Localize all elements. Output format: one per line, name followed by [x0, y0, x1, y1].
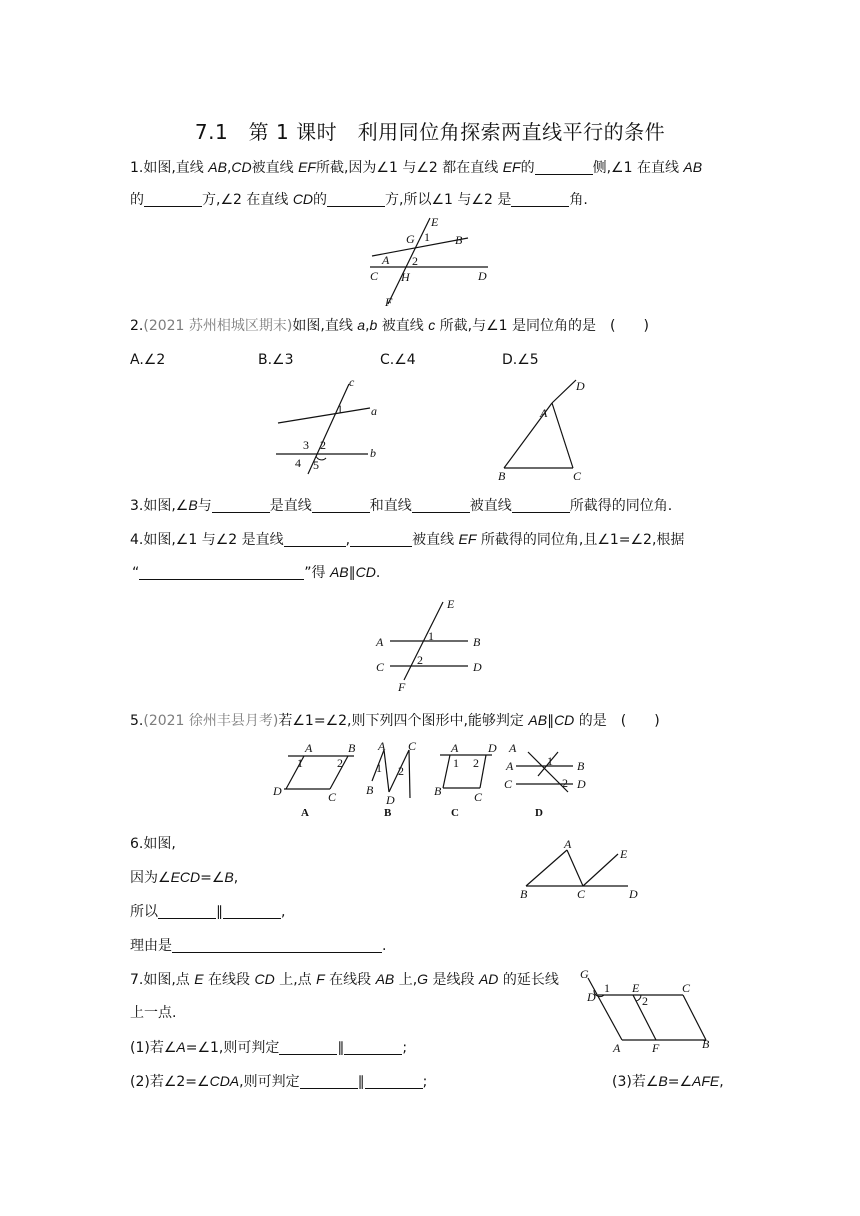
q6-line3	[130, 903, 285, 921]
q4-ab: AB	[329, 564, 349, 580]
q6-line1: 6.如图,	[130, 836, 176, 852]
q1-text: 角.	[569, 192, 588, 208]
q6-text: ,	[281, 904, 286, 920]
q7-text: ,	[719, 1074, 724, 1090]
label-b: B	[498, 469, 506, 483]
q2-option-a[interactable]: A.∠2	[130, 352, 166, 368]
answer-blank[interactable]	[412, 498, 470, 513]
q4-figure	[370, 594, 500, 694]
q2-figure-triangle	[490, 376, 600, 486]
caption-b: B	[384, 807, 392, 819]
label-angle-1: 1	[453, 756, 459, 770]
q1-ab: AB	[208, 159, 227, 175]
q5-option-d-diagram[interactable]	[504, 741, 586, 819]
label-a: A	[506, 759, 514, 773]
q7-b: B	[658, 1073, 668, 1089]
q4-text: 4.如图,∠1 与∠2 是直线	[130, 532, 284, 548]
q4-line2	[132, 563, 380, 582]
q1-text: 所截,因为∠1 与∠2 都在直线	[315, 160, 503, 176]
q1-text: 方,∠2 在直线	[202, 192, 293, 208]
q7-part1	[130, 1038, 407, 1057]
q3-text: 和直线	[369, 498, 412, 514]
q7-ab: AB	[375, 971, 395, 987]
answer-blank[interactable]	[284, 532, 346, 547]
q7-text: 上,点	[274, 972, 317, 988]
q7-text: =∠	[667, 1074, 693, 1090]
label-angle-2: 2	[642, 994, 648, 1008]
q2-figure-lines	[270, 376, 390, 476]
q2-a: a	[357, 317, 366, 333]
q2-b: b	[369, 317, 378, 333]
label-angle-2: 2	[320, 438, 326, 452]
q1-text: 1.如图,直线	[130, 160, 209, 176]
q5-option-c-diagram[interactable]	[434, 741, 497, 819]
q7-text: 7.如图,点	[130, 972, 195, 988]
label-c: C	[376, 660, 385, 674]
label-a: a	[371, 404, 377, 418]
label-angle-4: 4	[295, 456, 301, 470]
q7-afe: AFE	[692, 1073, 720, 1089]
label-c: C	[328, 790, 337, 804]
answer-blank[interactable]	[300, 1074, 358, 1089]
q7-text: (2)若∠2=∠	[130, 1074, 210, 1090]
q7-text: 是线段	[428, 972, 479, 988]
answer-blank[interactable]	[511, 192, 569, 207]
label-d: D	[576, 379, 585, 393]
q4-text: 所截得的同位角,且∠1=∠2,根据	[476, 532, 685, 548]
side-ab	[526, 850, 567, 886]
q1-line2	[130, 190, 588, 209]
q4-quote: “	[132, 565, 140, 581]
label-a: A	[382, 253, 390, 267]
q3-text: 所截得的同位角.	[569, 498, 673, 514]
q5-ab: AB	[528, 712, 548, 728]
caption-a: A	[301, 807, 309, 819]
label-h: H	[401, 270, 410, 284]
label-b: B	[520, 887, 528, 901]
label-angle-5: 5	[313, 458, 319, 472]
line-a	[278, 408, 370, 423]
q7-f: F	[316, 971, 325, 987]
q1-ef: EF	[502, 159, 521, 175]
q2-source: (2021 苏州相城区期末)	[143, 318, 293, 334]
q3-b: B	[188, 497, 198, 513]
label-c: c	[349, 375, 355, 389]
label-angle-2: 2	[562, 776, 568, 790]
q7-text: 在线段	[324, 972, 376, 988]
caption-d: D	[535, 807, 543, 819]
side-ac	[552, 403, 573, 468]
q1-text: 侧,∠1 在直线	[592, 160, 684, 176]
q7-text: (1)若∠	[130, 1040, 177, 1056]
q3-text: 是直线	[269, 498, 312, 514]
q7-a: A	[176, 1039, 186, 1055]
q4-text: 被直线	[412, 532, 459, 548]
answer-blank[interactable]	[279, 1040, 337, 1055]
answer-blank[interactable]	[365, 1074, 423, 1089]
q6-b: B	[224, 869, 234, 885]
label-a: A	[376, 635, 384, 649]
q7-text: 的延长线	[498, 972, 559, 988]
q5-text: 若∠1=∠2,则下列四个图形中,能够判定	[278, 713, 529, 729]
q1-comma: ,	[226, 160, 232, 176]
label-a: A	[564, 837, 572, 851]
q7-line2: 上一点.	[130, 1005, 177, 1021]
parallel-symbol: ∥	[348, 565, 356, 581]
q6-text: 理由是	[130, 938, 172, 954]
q7-text: =∠1,则可判定	[185, 1040, 280, 1056]
label-a: A	[613, 1041, 621, 1055]
q7-text: ;	[422, 1074, 428, 1090]
label-c: C	[573, 469, 582, 483]
q1-cd: CD	[231, 159, 252, 175]
q7-line1	[130, 970, 559, 989]
label-angle-1: 1	[428, 629, 434, 643]
q6-text: ,	[233, 870, 239, 886]
q2-comma: ,	[365, 318, 370, 334]
label-angle-1: 1	[376, 761, 382, 775]
q7-part3	[612, 1072, 724, 1091]
ray-ce	[583, 854, 618, 886]
q1-ef: EF	[298, 159, 316, 175]
q7-cda: CDA	[209, 1073, 240, 1089]
label-angle-2: 2	[473, 756, 479, 770]
label-d: D	[587, 990, 596, 1004]
q7-text: (3)若∠	[612, 1074, 659, 1090]
q5-option-a-diagram[interactable]	[272, 741, 356, 819]
label-c: C	[504, 777, 513, 791]
q2-c: c	[428, 317, 436, 333]
page-title: 7.1 第 1 课时 利用同位角探索两直线平行的条件	[194, 120, 666, 144]
label-b: B	[455, 233, 463, 247]
label-f: F	[398, 680, 406, 694]
q6-figure	[512, 836, 662, 904]
extension-ad	[552, 380, 576, 403]
label-d: D	[478, 269, 487, 283]
q4-quote: ”得	[304, 565, 330, 581]
label-d: D	[577, 777, 586, 791]
q7-cd: CD	[254, 971, 275, 987]
label-e: E	[620, 847, 628, 861]
label-angle-2: 2	[398, 764, 404, 778]
parallel-symbol: ∥	[357, 1074, 365, 1090]
q1-text: 的	[520, 160, 535, 176]
label-c: C	[370, 269, 379, 283]
q6-text: 因为∠	[130, 870, 171, 886]
q3-line	[130, 496, 672, 515]
q7-text: 上,	[394, 972, 418, 988]
q7-g: G	[417, 971, 429, 987]
answer-blank[interactable]	[158, 904, 216, 919]
q3-text: 被直线	[469, 498, 512, 514]
label-c: C	[408, 739, 417, 753]
q1-text: 被直线	[251, 160, 299, 176]
q2-option-c[interactable]: C.∠4	[380, 352, 416, 368]
label-a: A	[451, 741, 459, 755]
label-angle-1: 1	[337, 402, 343, 416]
label-c: C	[682, 981, 691, 995]
label-b: B	[434, 784, 442, 798]
label-a: A	[305, 741, 313, 755]
q5-text: 的是 ( )	[574, 713, 660, 729]
label-b: B	[473, 635, 481, 649]
label-d: D	[629, 887, 638, 901]
q6-line2	[130, 868, 238, 887]
answer-blank[interactable]	[144, 192, 202, 207]
label-g: G	[580, 967, 589, 981]
answer-blank[interactable]	[535, 160, 593, 175]
q2-option-d[interactable]: D.∠5	[502, 352, 539, 368]
q5-line	[130, 711, 660, 730]
q2-number: 2.	[130, 318, 144, 334]
label-e: E	[447, 597, 455, 611]
q4-line1	[130, 530, 684, 549]
label-angle-1: 1	[424, 230, 430, 244]
parallel-symbol: ∥	[337, 1040, 345, 1056]
answer-blank[interactable]	[172, 938, 382, 953]
label-f: F	[385, 295, 393, 309]
q4-cd: CD	[355, 564, 376, 580]
label-c: C	[474, 790, 483, 804]
label-b: B	[702, 1037, 710, 1051]
q1-text: 的	[313, 192, 328, 208]
answer-blank[interactable]	[327, 192, 385, 207]
answer-blank[interactable]	[350, 532, 412, 547]
label-d: D	[488, 741, 497, 755]
q1-text: 方,所以∠1 与∠2 是	[385, 192, 512, 208]
q5-option-b-diagram[interactable]	[366, 739, 417, 819]
q3-text: 与	[197, 498, 212, 514]
label-e: E	[632, 981, 640, 995]
angle-2-arc	[636, 995, 641, 1001]
q5-source: (2021 徐州丰县月考)	[143, 713, 279, 729]
q1-cd: CD	[292, 191, 314, 207]
label-b: B	[348, 741, 356, 755]
q7-figure	[578, 964, 728, 1054]
label-angle-2: 2	[337, 756, 343, 770]
q7-text: 在线段	[203, 972, 255, 988]
q7-part2	[130, 1072, 427, 1091]
label-d: D	[473, 660, 482, 674]
answer-blank[interactable]	[344, 1040, 402, 1055]
label-angle-1: 1	[297, 756, 303, 770]
parallel-symbol: ∥	[547, 713, 555, 729]
q6-text: =∠	[200, 870, 225, 886]
q4-text: ,	[345, 532, 351, 548]
label-d: D	[386, 793, 395, 807]
q2-line	[130, 316, 649, 335]
parallel-symbol: ∥	[216, 904, 223, 920]
q4-ef: EF	[458, 531, 477, 547]
label-d: D	[273, 784, 282, 798]
answer-blank[interactable]	[212, 498, 270, 513]
q7-e: E	[194, 971, 204, 987]
label-a: A	[378, 739, 386, 753]
label-f: F	[652, 1041, 660, 1055]
label-b: B	[366, 783, 374, 797]
answer-blank[interactable]	[512, 498, 570, 513]
label-angle-3: 3	[303, 438, 309, 452]
q3-text: 3.如图,∠	[130, 498, 189, 514]
q2-text: 所截,与∠1 是同位角的是 ( )	[435, 318, 649, 334]
q1-text: 的	[130, 192, 144, 208]
label-g: G	[406, 232, 415, 246]
q2-text: 被直线	[377, 318, 429, 334]
label-a: A	[509, 741, 517, 755]
segment-cb	[683, 995, 706, 1040]
q7-ad: AD	[478, 971, 499, 987]
label-b: b	[370, 446, 376, 460]
label-angle-1: 1	[547, 754, 553, 768]
label-b: B	[577, 759, 585, 773]
label-e: E	[431, 215, 439, 229]
q6-line4	[130, 937, 386, 955]
q1-line1	[130, 158, 702, 177]
side-ac	[567, 850, 583, 886]
answer-blank[interactable]	[312, 498, 370, 513]
label-angle-2: 2	[417, 653, 423, 667]
q2-option-b[interactable]: B.∠3	[258, 352, 294, 368]
q6-text: .	[382, 938, 387, 954]
q4-text: .	[375, 565, 381, 581]
label-a: A	[540, 406, 548, 420]
answer-blank[interactable]	[223, 904, 281, 919]
q7-text: ,则可判定	[239, 1074, 300, 1090]
q5-number: 5.	[130, 713, 144, 729]
q2-text: 如图,直线	[292, 318, 358, 334]
q5-figure	[268, 738, 598, 824]
q1-ab: AB	[683, 159, 703, 175]
label-c: C	[577, 887, 586, 901]
q5-cd: CD	[554, 712, 575, 728]
q6-text: 所以	[130, 904, 158, 920]
label-angle-2: 2	[412, 254, 418, 268]
caption-c: C	[451, 807, 459, 819]
q6-ecd: ECD	[170, 869, 201, 885]
q1-figure	[360, 212, 510, 312]
q7-text: ;	[402, 1040, 408, 1056]
answer-blank[interactable]	[139, 565, 304, 580]
label-angle-1: 1	[604, 981, 610, 995]
